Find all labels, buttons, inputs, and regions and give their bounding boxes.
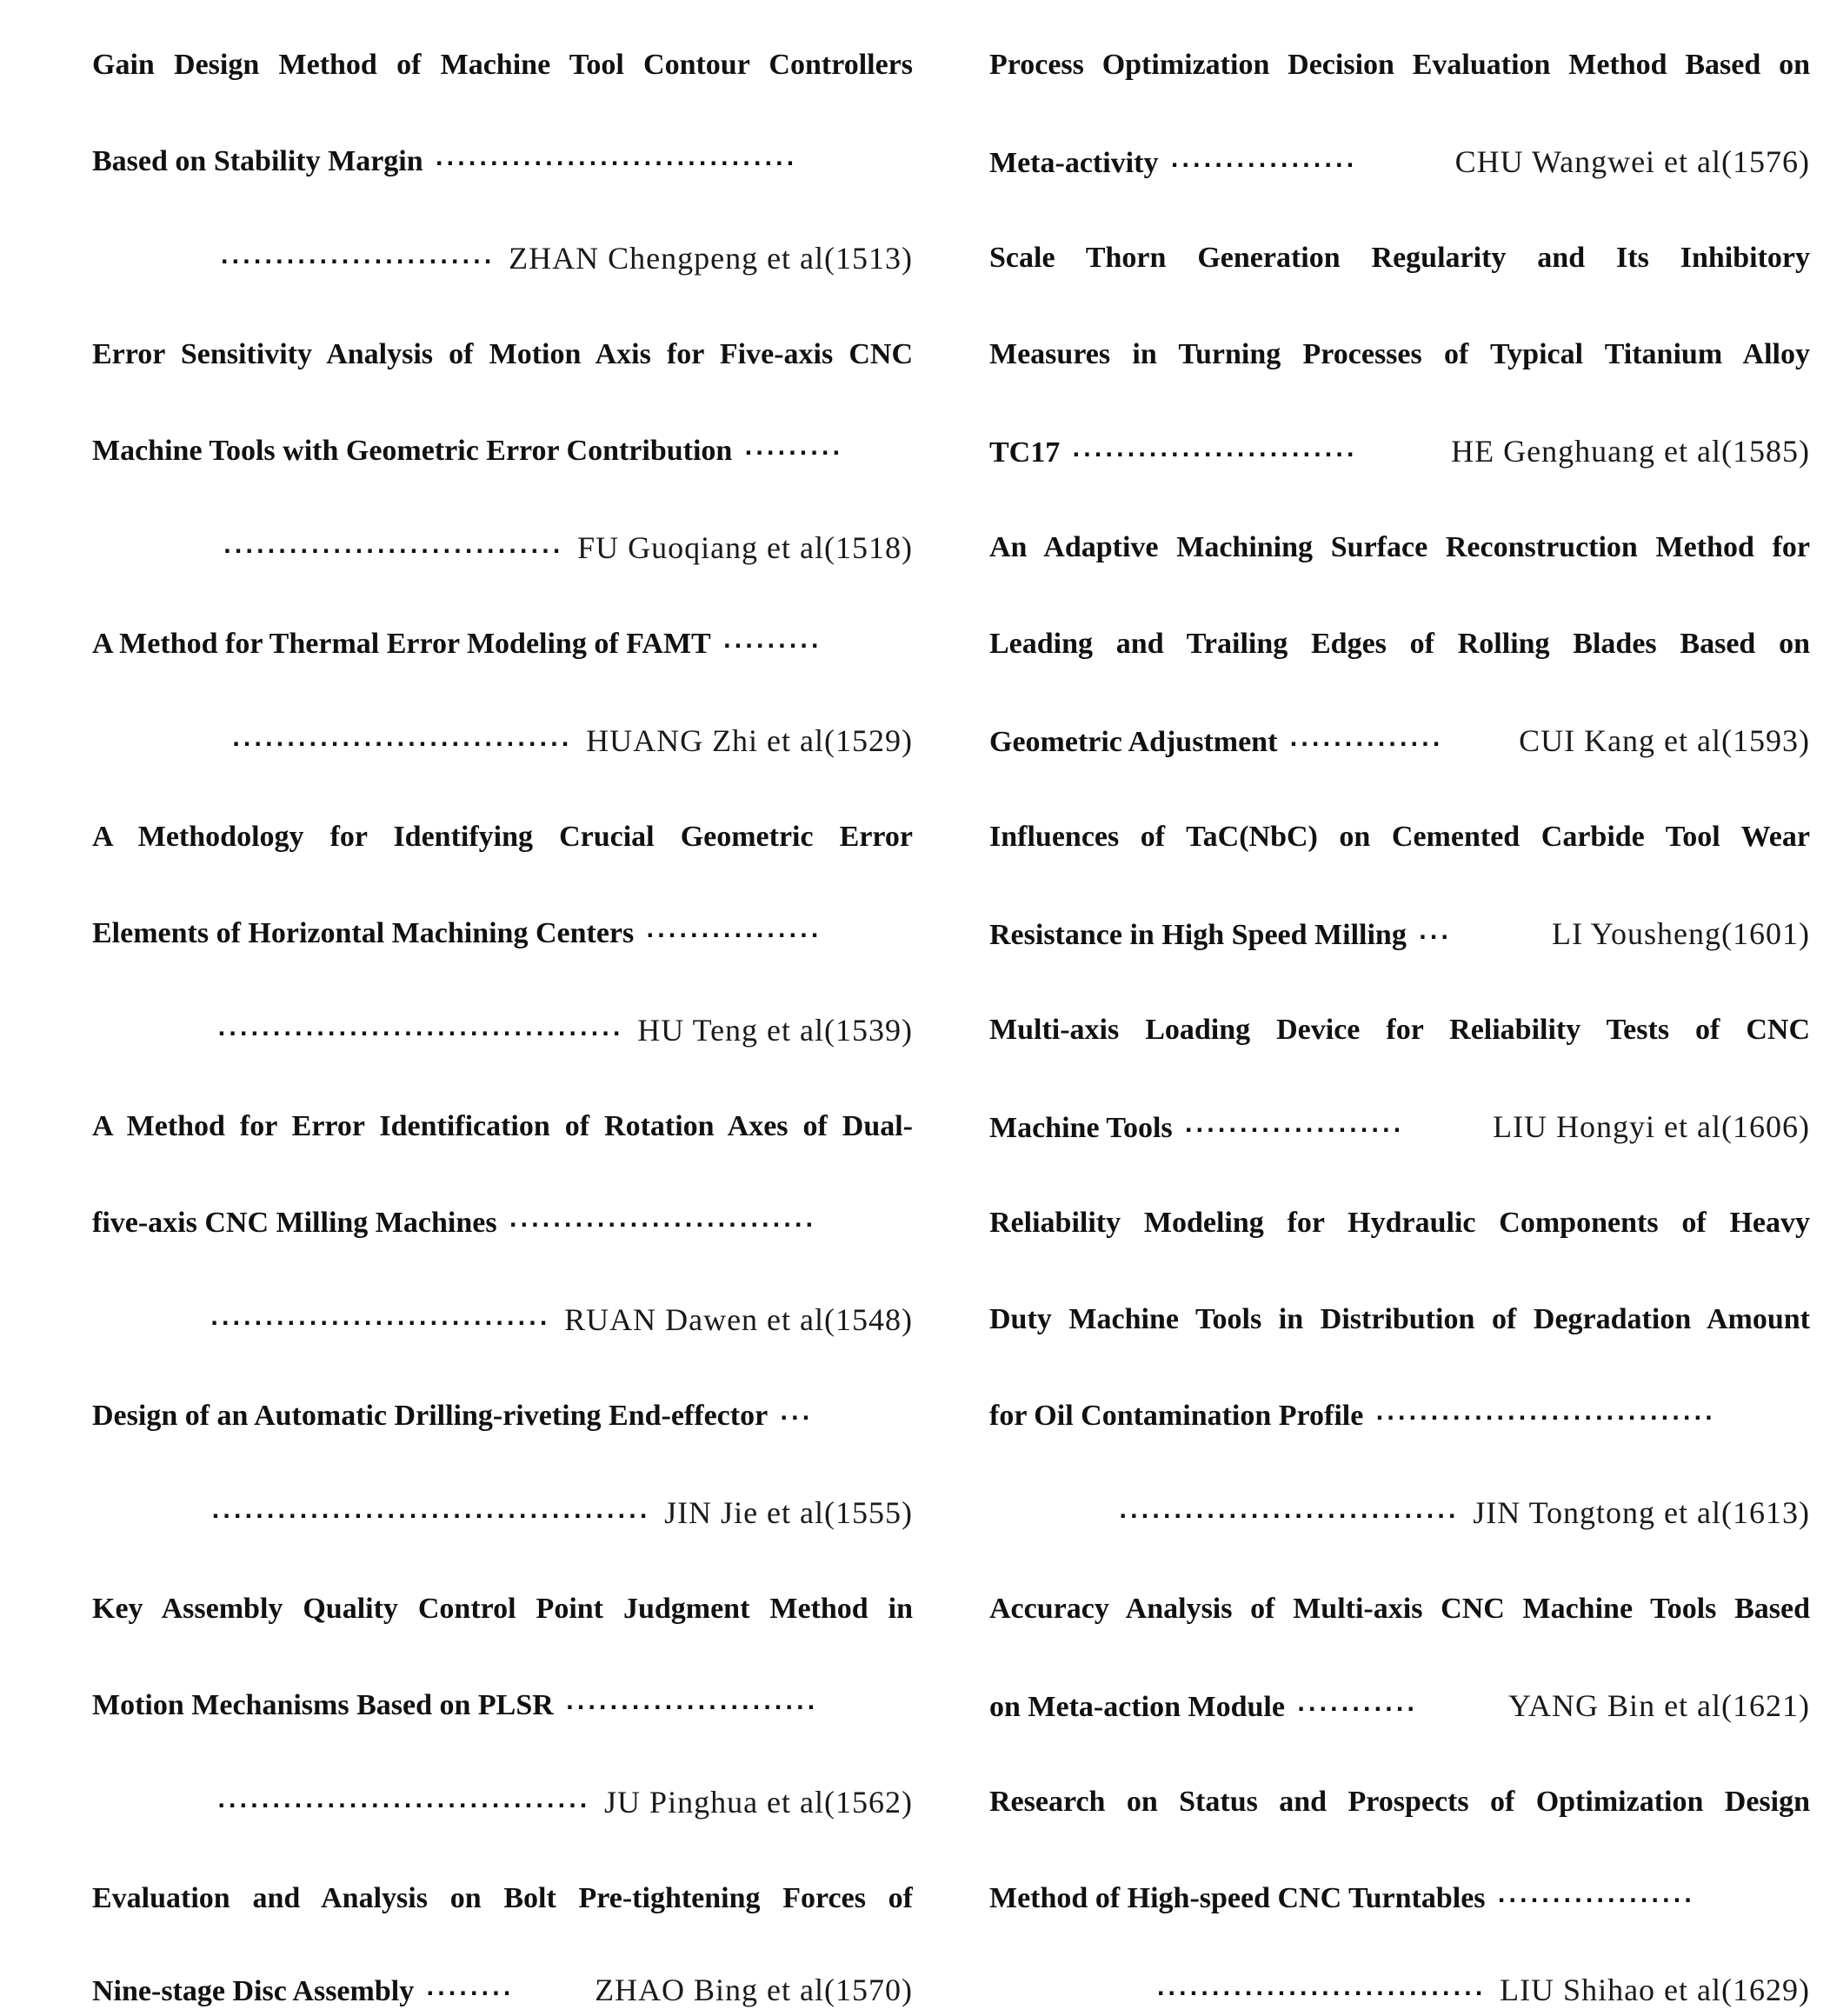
entry-title-text: Geometric Adjustment (989, 726, 1278, 758)
leader-dots: ················ (646, 923, 822, 948)
entry-title-line[interactable] (989, 137, 1810, 186)
entry-title-line[interactable]: Leading and Trailing Edges of Rolling Blades Based on (989, 628, 1810, 660)
leader-dots: ········· (744, 441, 843, 465)
leader-dots: ······················· (565, 1695, 819, 1720)
leader-dots: ·················· (1497, 1888, 1695, 1913)
leader-dots: ······························· (1119, 1504, 1460, 1528)
entry-title-text: on Meta-action Module (989, 1691, 1285, 1723)
entry-title-text: Method of High-speed CNC Turntables (989, 1882, 1486, 1914)
entry-title-text: Machine Tools (989, 1112, 1173, 1144)
entry-title-line[interactable]: Measures in Turning Processes of Typical Titanium Alloy (989, 338, 1810, 370)
entry-title-line[interactable] (92, 1681, 913, 1730)
leader-dots: ································· (435, 151, 798, 176)
leader-dots: ····································· (217, 1021, 624, 1046)
leader-dots: ······························· (231, 732, 573, 756)
entry-author-page: CUI Kang et al(1593) (1519, 723, 1810, 758)
entry-author-page: LI Yousheng(1601) (1551, 916, 1810, 951)
entry-title-line[interactable] (92, 909, 913, 958)
entry-title-line[interactable]: Gain Design Method of Machine Tool Contour Controllers (92, 49, 913, 81)
entry-title-line[interactable] (989, 1681, 1810, 1730)
leader-dots: ···························· (509, 1213, 816, 1237)
entry-author-line (92, 234, 913, 283)
entry-title-line[interactable]: Reliability Modeling for Hydraulic Components of Heavy (989, 1207, 1810, 1239)
entry-author-page: LIU Shihao et al(1629) (1500, 1973, 1810, 2007)
entry-title-line[interactable]: A Methodology for Identifying Crucial Geometric Error (92, 821, 913, 853)
entry-author-page: LIU Hongyi et al(1606) (1493, 1109, 1810, 1144)
leader-dots: ······························· (223, 539, 564, 563)
entry-title-line[interactable] (92, 620, 913, 669)
entry-title-text: A Method for Thermal Error Modeling of FAMT (92, 628, 711, 660)
entry-author-line (989, 1488, 1810, 1537)
entry-author-page: HUANG Zhi et al(1529) (586, 723, 913, 758)
entry-author-page: ZHAO Bing et al(1570) (595, 1973, 913, 2007)
leader-dots: ·································· (217, 1793, 591, 1818)
entry-title-text: TC17 (989, 436, 1061, 469)
leader-dots: ······························· (210, 1311, 551, 1335)
entry-title-text: Machine Tools with Geometric Error Contribution (92, 435, 733, 467)
entry-title-line[interactable] (92, 427, 913, 476)
entry-author-line (92, 1488, 913, 1537)
entry-author-page: FU Guoqiang et al(1518) (577, 530, 913, 565)
entry-title-line[interactable]: Multi-axis Loading Device for Reliability Tests of CNC (989, 1014, 1810, 1046)
leader-dots: ········ (426, 1981, 515, 2006)
entry-author-page: JIN Tongtong et al(1613) (1473, 1495, 1810, 1530)
entry-title-line[interactable]: Key Assembly Quality Control Point Judgment Method in (92, 1593, 913, 1625)
entry-title-line[interactable]: Research on Status and Prospects of Optimization Design (989, 1786, 1810, 1818)
entry-title-line[interactable]: Process Optimization Decision Evaluation Method Based on (989, 49, 1810, 81)
entry-author-page: HE Genghuang et al(1585) (1451, 434, 1810, 469)
leader-dots: ···················· (1184, 1118, 1405, 1142)
entry-title-text: Design of an Automatic Drilling-riveting End-effector (92, 1400, 769, 1432)
entry-title-line[interactable] (92, 137, 913, 186)
entry-title-text: Resistance in High Speed Milling (989, 919, 1407, 951)
entry-title-line[interactable]: Evaluation and Analysis on Bolt Pre-tightening Forces of (92, 1882, 913, 1914)
entry-title-line[interactable] (92, 1966, 913, 2014)
entry-title-line[interactable]: Influences of TaC(NbC) on Cemented Carbide Tool Wear (989, 821, 1810, 853)
leader-dots: ··· (780, 1406, 814, 1430)
entry-title-text: for Oil Contamination Profile (989, 1400, 1364, 1432)
entry-title-line[interactable] (92, 1199, 913, 1248)
entry-title-line[interactable] (989, 909, 1810, 958)
leader-dots: ······························ (1156, 1981, 1487, 2006)
leader-dots: ················· (1170, 153, 1357, 177)
entry-title-line[interactable] (989, 1392, 1810, 1440)
entry-author-page: RUAN Dawen et al(1548) (564, 1302, 913, 1337)
leader-dots: ·············· (1289, 732, 1444, 756)
entry-author-line (92, 1295, 913, 1344)
entry-title-line[interactable] (989, 1102, 1810, 1151)
leader-dots: ························· (220, 250, 496, 274)
entry-title-line[interactable]: An Adaptive Machining Surface Reconstruction Method for (989, 531, 1810, 563)
entry-author-page: JU Pinghua et al(1562) (604, 1785, 913, 1820)
entry-title-line[interactable]: Scale Thorn Generation Regularity and Its Inhibitory (989, 242, 1810, 274)
entry-author-page: YANG Bin et al(1621) (1508, 1688, 1810, 1723)
entry-author-page: CHU Wangwei et al(1576) (1454, 144, 1810, 179)
entry-title-text: Motion Mechanisms Based on PLSR (92, 1689, 554, 1721)
entry-title-line[interactable]: Accuracy Analysis of Multi-axis CNC Machine Tools Based (989, 1593, 1810, 1625)
leader-dots: ········································ (211, 1504, 651, 1528)
entry-author-line (92, 523, 913, 572)
entry-title-text: Based on Stability Margin (92, 145, 423, 177)
entry-title-line[interactable]: Duty Machine Tools in Distribution of Degradation Amount (989, 1303, 1810, 1335)
entry-author-line (92, 1006, 913, 1055)
entry-title-line[interactable] (989, 716, 1810, 765)
entry-title-text: Elements of Horizontal Machining Centers (92, 917, 635, 949)
entry-title-line[interactable] (989, 427, 1810, 476)
leader-dots: ······························· (1375, 1406, 1716, 1430)
entry-author-line (92, 716, 913, 765)
entry-title-text: Nine-stage Disc Assembly (92, 1975, 415, 2007)
entry-title-text: five-axis CNC Milling Machines (92, 1207, 497, 1239)
entry-author-line (989, 1966, 1810, 2014)
entry-title-line[interactable]: A Method for Error Identification of Rotation Axes of Dual- (92, 1110, 913, 1142)
leader-dots: ··········· (1296, 1697, 1418, 1721)
leader-dots: ·························· (1072, 442, 1358, 467)
entry-author-page: HU Teng et al(1539) (637, 1013, 913, 1048)
leader-dots: ········· (722, 634, 822, 658)
entry-author-page: JIN Jie et al(1555) (664, 1495, 913, 1530)
entry-author-line (92, 1778, 913, 1826)
entry-author-page: ZHAN Chengpeng et al(1513) (509, 241, 913, 276)
entry-title-line[interactable] (989, 1874, 1810, 1923)
entry-title-text: Meta-activity (989, 147, 1159, 179)
entry-title-line[interactable]: Error Sensitivity Analysis of Motion Axis for Five-axis CNC (92, 338, 913, 370)
entry-title-line[interactable] (92, 1392, 913, 1440)
leader-dots: ··· (1418, 925, 1452, 949)
